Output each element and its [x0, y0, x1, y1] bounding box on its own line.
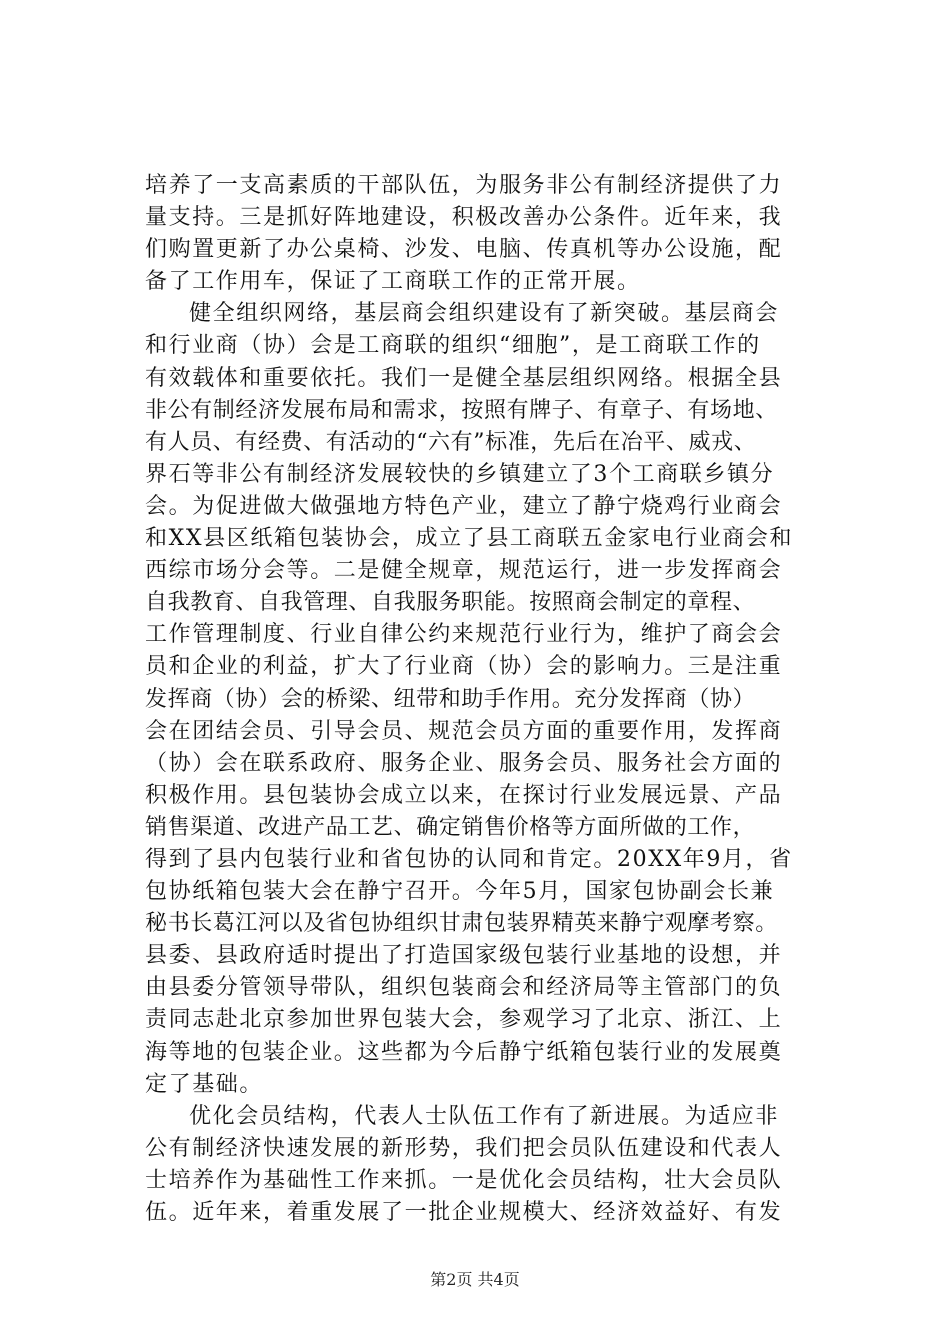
text-line: 们购置更新了办公桌椅、沙发、电脑、传真机等办公设施，配 [145, 237, 783, 263]
text-line: 县委、县政府适时提出了打造国家级包装行业基地的设想，并 [145, 943, 783, 969]
text-line: 秘书长葛江河以及省包协组织甘肃包装界精英来静宁观摩考察。 [145, 911, 778, 937]
text-line: 包协纸箱包装大会在静宁召开。今年5月，国家包协副会长兼 [145, 879, 775, 905]
text-line: 备了工作用车，保证了工商联工作的正常开展。 [145, 269, 641, 295]
text-line: 销售渠道、改进产品工艺、确定销售价格等方面所做的工作， [145, 814, 756, 840]
text-line: 有人员、有经费、有活动的“六有”标准，先后在冶平、威戎、 [145, 429, 757, 455]
text-line: 积极作用。县包装协会成立以来，在探讨行业发展远景、产品 [145, 782, 783, 808]
page-footer [0, 1270, 950, 1290]
text-line: 界石等非公有制经济发展较快的乡镇建立了3个工商联乡镇分 [145, 461, 775, 487]
text-line: 发挥商（协）会的桥梁、纽带和助手作用。充分发挥商（协） [145, 686, 756, 712]
text-line: 责同志赴北京参加世界包装大会，参观学习了北京、浙江、上 [145, 1007, 783, 1033]
text-line: 西综市场分会等。二是健全规章，规范运行，进一步发挥商会 [145, 558, 783, 584]
text-line: 士培养作为基础性工作来抓。一是优化会员结构，壮大会员队 [145, 1167, 783, 1193]
text-line: 定了基础。 [145, 1071, 264, 1097]
document-body [145, 170, 835, 1229]
text-line: 和XX县区纸箱包装协会，成立了县工商联五金家电行业商会和 [145, 526, 794, 552]
page-number-label: 第2页 共4页 [430, 1270, 520, 1289]
paragraph-start-line: 优化会员结构，代表人士队伍工作有了新进展。为适应非 [189, 1103, 780, 1129]
text-line: 得到了县内包装行业和省包协的认同和肯定。20XX年9月，省 [145, 846, 793, 872]
text-line: 公有制经济快速发展的新形势，我们把会员队伍建设和代表人 [145, 1135, 783, 1161]
text-line: 由县委分管领导带队，组织包装商会和经济局等主管部门的负 [145, 975, 783, 1001]
text-line: 和行业商（协）会是工商联的组织“细胞”，是工商联工作的 [145, 333, 761, 359]
text-line: 有效载体和重要依托。我们一是健全基层组织网络。根据全县 [145, 365, 783, 391]
text-line: 员和企业的利益，扩大了行业商（协）会的影响力。三是注重 [145, 654, 783, 680]
paragraph-start-line: 健全组织网络，基层商会组织建设有了新突破。基层商会 [189, 301, 780, 327]
text-line: 伍。近年来，着重发展了一批企业规模大、经济效益好、有发 [145, 1200, 783, 1225]
text-line: 培养了一支高素质的干部队伍，为服务非公有制经济提供了力 [145, 173, 783, 198]
text-line: 会在团结会员、引导会员、规范会员方面的重要作用，发挥商 [145, 718, 783, 744]
text-line: 自我教育、自我管理、自我服务职能。按照商会制定的章程、 [145, 590, 756, 616]
text-line: （协）会在联系政府、服务企业、服务会员、服务社会方面的 [145, 750, 783, 776]
text-line: 会。为促进做大做强地方特色产业，建立了静宁烧鸡行业商会 [145, 493, 783, 519]
text-line: 非公有制经济发展布局和需求，按照有牌子、有章子、有场地、 [145, 397, 778, 423]
text-line: 工作管理制度、行业自律公约来规范行业行为，维护了商会会 [145, 622, 783, 648]
text-line: 量支持。三是抓好阵地建设，积极改善办公条件。近年来，我 [145, 205, 783, 231]
text-line: 海等地的包装企业。这些都为今后静宁纸箱包装行业的发展奠 [145, 1039, 783, 1065]
